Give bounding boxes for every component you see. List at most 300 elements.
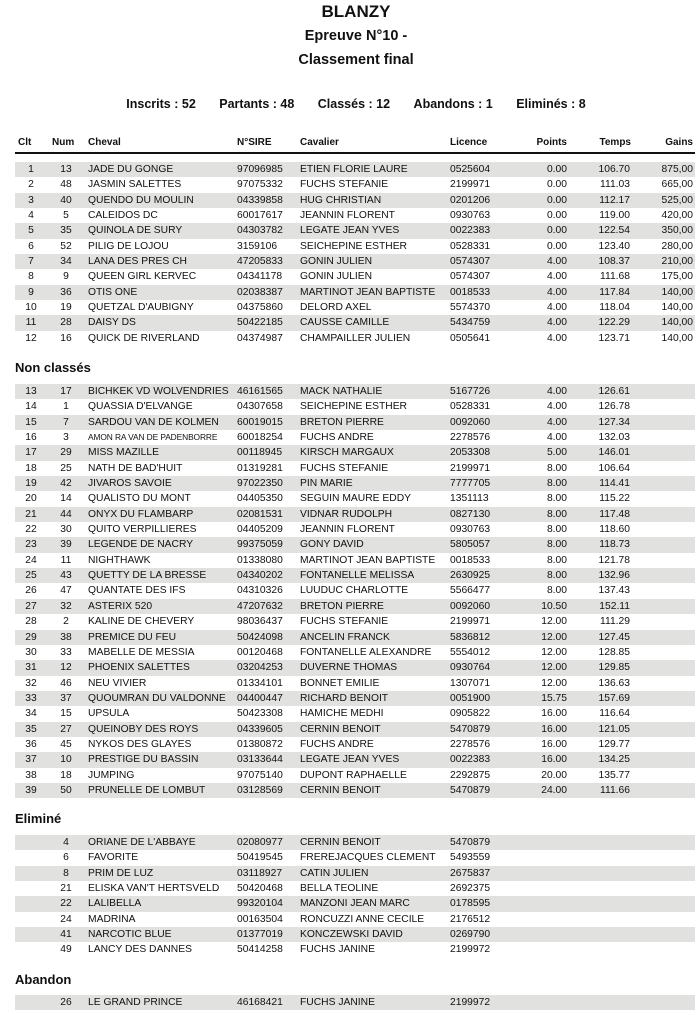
- cell-cheval: JADE DU GONGE: [88, 164, 174, 175]
- cell-clt: 21: [25, 508, 37, 520]
- cell-licence: 5470879: [450, 837, 491, 848]
- cell-cheval: QUANTATE DES IFS: [88, 585, 186, 597]
- table-row: [15, 942, 695, 957]
- cell-num: 39: [60, 539, 72, 551]
- cell-sire: 50419545: [237, 852, 283, 864]
- cell-licence: 7777705: [450, 478, 491, 490]
- cell-clt: 10: [25, 302, 37, 314]
- cell-sire: 99375059: [237, 539, 283, 551]
- cell-clt: 18: [25, 462, 37, 474]
- cell-points: 16.00: [541, 708, 567, 720]
- cell-num: 21: [60, 883, 72, 895]
- cell-cheval: QUEEN GIRL KERVEC: [88, 271, 197, 283]
- cell-points: 0.00: [546, 194, 567, 206]
- cell-cheval: QUALISTO DU MONT: [88, 493, 191, 505]
- cell-num: 38: [60, 631, 72, 643]
- cell-clt: 17: [25, 447, 37, 459]
- cell-clt: 35: [25, 723, 37, 735]
- table-row: [15, 995, 695, 1010]
- cell-temps: 116.64: [599, 708, 630, 720]
- table-row: [15, 522, 695, 537]
- cell-sire: 01377019: [237, 929, 283, 941]
- table-row: [15, 896, 695, 911]
- cell-clt: 6: [28, 240, 34, 252]
- table-row: [15, 630, 695, 645]
- cell-temps: 122.54: [598, 225, 630, 237]
- cell-clt: 25: [25, 570, 37, 582]
- cell-licence: 0528331: [450, 401, 491, 413]
- cell-clt: 29: [25, 631, 37, 643]
- cell-num: 32: [60, 600, 72, 612]
- cell-cheval: JUMPING: [88, 769, 135, 781]
- table-row: [15, 430, 695, 445]
- cell-num: 13: [60, 164, 72, 175]
- cell-temps: 108.37: [598, 256, 630, 268]
- abandon-table: [15, 995, 695, 1010]
- cell-num: 37: [60, 692, 72, 704]
- cell-cheval: QUOUMRAN DU VALDONNE: [88, 692, 226, 704]
- table-row: [15, 177, 695, 192]
- cell-points: 8.00: [546, 462, 567, 474]
- cell-num: 50: [60, 784, 72, 796]
- cell-clt: 14: [25, 401, 37, 413]
- cell-points: 4.00: [546, 332, 567, 344]
- cell-clt: 16: [25, 432, 37, 444]
- cell-sire: 03118927: [237, 867, 283, 879]
- header-divider: [15, 152, 695, 154]
- cell-sire: 03204253: [237, 662, 283, 674]
- cell-temps: 129.85: [598, 662, 630, 674]
- cell-licence: 2278576: [450, 738, 491, 750]
- cell-num: 1: [63, 401, 69, 413]
- cell-cavalier: FUCHS ANDRE: [300, 738, 374, 750]
- table-row: [15, 927, 695, 942]
- cell-cheval: KALINE DE CHEVERY: [88, 616, 195, 628]
- cell-clt: 39: [25, 784, 37, 796]
- cell-temps: 121.05: [598, 723, 630, 735]
- cell-num: 27: [60, 723, 72, 735]
- cell-cheval: FAVORITE: [88, 852, 139, 864]
- cell-cheval: PRESTIGE DU BASSIN: [88, 754, 199, 766]
- cell-licence: 2630925: [450, 570, 491, 582]
- cell-points: 0.00: [546, 179, 567, 191]
- cell-temps: 128.85: [598, 646, 630, 658]
- cell-cheval: ELISKA VAN'T HERTSVELD: [88, 883, 220, 895]
- cell-licence: 2176512: [450, 913, 491, 925]
- cell-num: 2: [63, 616, 69, 628]
- cell-gains: 525,00: [661, 194, 693, 206]
- section-elimine-title: Eliminé: [15, 811, 62, 826]
- cell-temps: 119.00: [599, 210, 630, 222]
- cell-temps: 115.22: [599, 493, 630, 505]
- cell-cheval: ASTERIX 520: [88, 600, 153, 612]
- cell-licence: 0930763: [450, 524, 491, 536]
- cell-sire: 97096985: [237, 164, 283, 175]
- cell-clt: 15: [25, 416, 37, 428]
- cell-sire: 99320104: [237, 898, 283, 910]
- cell-cheval: CALEIDOS DC: [88, 210, 158, 222]
- cell-cheval: PREMICE DU FEU: [88, 631, 177, 643]
- col-header-cheval: Cheval: [88, 137, 121, 148]
- cell-cheval: QUICK DE RIVERLAND: [88, 332, 200, 344]
- cell-licence: 2675837: [450, 867, 491, 879]
- cell-num: 30: [60, 524, 72, 536]
- cell-cheval: ONYX DU FLAMBARP: [88, 508, 194, 520]
- col-header-temps: Temps: [599, 137, 631, 148]
- cell-points: 4.00: [546, 271, 567, 283]
- stat-abandons: Abandons : 1: [413, 97, 493, 111]
- cell-points: 8.00: [546, 554, 567, 566]
- cell-cheval: QUENDO DU MOULIN: [88, 194, 194, 206]
- cell-cavalier: FUCHS ANDRE: [300, 432, 374, 444]
- cell-temps: 114.41: [599, 478, 630, 490]
- cell-gains: 350,00: [661, 225, 693, 237]
- cell-points: 4.00: [546, 386, 567, 397]
- cell-cavalier: FUCHS STEFANIE: [300, 616, 389, 628]
- cell-sire: 04339605: [237, 723, 283, 735]
- cell-clt: 8: [28, 271, 34, 283]
- cell-cavalier: ANCELIN FRANCK: [300, 631, 390, 643]
- cell-cavalier: FUCHS STEFANIE: [300, 462, 389, 474]
- cell-points: 0.00: [546, 210, 567, 222]
- cell-licence: 5554012: [450, 646, 491, 658]
- cell-licence: 2292875: [450, 769, 491, 781]
- cell-temps: 117.84: [599, 286, 630, 298]
- cell-temps: 112.17: [599, 194, 630, 206]
- cell-licence: 5470879: [450, 784, 491, 796]
- cell-gains: 420,00: [661, 210, 693, 222]
- ranked-table: [15, 162, 695, 346]
- cell-cheval: JIVAROS SAVOIE: [88, 478, 172, 490]
- cell-num: 22: [60, 898, 72, 910]
- cell-num: 19: [60, 302, 72, 314]
- cell-points: 24.00: [541, 784, 567, 796]
- cell-cheval: LE GRAND PRINCE: [88, 997, 183, 1008]
- cell-cavalier: KIRSCH MARGAUX: [300, 447, 394, 459]
- cell-licence: 5470879: [450, 723, 491, 735]
- cell-cheval: NARCOTIC BLUE: [88, 929, 172, 941]
- cell-temps: 123.71: [598, 332, 630, 344]
- table-row: [15, 691, 695, 706]
- cell-sire: 01334101: [237, 677, 283, 689]
- cell-sire: 00118945: [237, 447, 283, 459]
- cell-cavalier: FUCHS JANINE: [300, 944, 375, 956]
- cell-points: 15.75: [541, 692, 567, 704]
- table-row: [15, 866, 695, 881]
- cell-temps: 111.66: [600, 784, 630, 796]
- cell-temps: 132.03: [598, 432, 630, 444]
- col-header-sire: N°SIRE: [237, 137, 272, 148]
- cell-clt: 26: [25, 585, 37, 597]
- cell-num: 49: [60, 944, 72, 956]
- cell-sire: 02081531: [237, 508, 283, 520]
- cell-clt: 34: [25, 708, 37, 720]
- cell-num: 16: [60, 332, 72, 344]
- cell-points: 8.00: [546, 508, 567, 520]
- table-row: [15, 315, 695, 330]
- cell-clt: 24: [25, 554, 37, 566]
- cell-cheval: QUITO VERPILLIERES: [88, 524, 197, 536]
- table-row: [15, 568, 695, 583]
- table-row: [15, 208, 695, 223]
- cell-num: 6: [63, 852, 69, 864]
- cell-cheval: QUASSIA D'ELVANGE: [88, 401, 193, 413]
- cell-cheval: NEU VIVIER: [88, 677, 147, 689]
- cell-licence: 5493559: [450, 852, 491, 864]
- cell-licence: 0092060: [450, 600, 491, 612]
- cell-cavalier: CERNIN BENOIT: [300, 784, 381, 796]
- cell-cheval: PRIM DE LUZ: [88, 867, 154, 879]
- cell-clt: 7: [28, 256, 34, 268]
- cell-temps: 132.96: [598, 570, 630, 582]
- cell-cavalier: SEICHEPINE ESTHER: [300, 240, 407, 252]
- cell-clt: 28: [25, 616, 37, 628]
- cell-num: 14: [60, 493, 72, 505]
- cell-licence: 5805057: [450, 539, 491, 551]
- cell-points: 4.00: [546, 286, 567, 298]
- cell-points: 4.00: [546, 401, 567, 413]
- cell-cavalier: SEICHEPINE ESTHER: [300, 401, 407, 413]
- cell-cheval: QUEINOBY DES ROYS: [88, 723, 199, 735]
- cell-clt: 5: [28, 225, 34, 237]
- cell-num: 5: [63, 210, 69, 222]
- section-abandon-title: Abandon: [15, 972, 72, 987]
- cell-clt: 31: [25, 662, 37, 674]
- table-row: [15, 331, 695, 346]
- cell-cavalier: BONNET EMILIE: [300, 677, 380, 689]
- cell-sire: 03128569: [237, 784, 283, 796]
- cell-points: 16.00: [541, 754, 567, 766]
- cell-clt: 2: [28, 179, 34, 191]
- cell-clt: 20: [25, 493, 37, 505]
- cell-cheval: ORIANE DE L'ABBAYE: [88, 837, 196, 848]
- cell-points: 5.00: [546, 447, 567, 459]
- cell-sire: 03133644: [237, 754, 283, 766]
- cell-temps: 123.40: [598, 240, 630, 252]
- cell-points: 0.00: [546, 225, 567, 237]
- cell-num: 24: [60, 913, 72, 925]
- cell-cavalier: RICHARD BENOIT: [300, 692, 389, 704]
- cell-cheval: NATH DE BAD'HUIT: [88, 462, 183, 474]
- cell-points: 10.50: [541, 600, 567, 612]
- cell-licence: 0018533: [450, 554, 491, 566]
- cell-sire: 97075140: [237, 769, 283, 781]
- cell-cheval: LANA DES PRES CH: [88, 256, 187, 268]
- cell-points: 8.00: [546, 570, 567, 582]
- cell-licence: 1351113: [450, 493, 489, 505]
- cell-cheval: DAISY DS: [88, 317, 136, 329]
- cell-clt: 37: [25, 754, 37, 766]
- cell-gains: 140,00: [661, 286, 693, 298]
- cell-licence: 5574370: [450, 302, 491, 314]
- cell-licence: 0905822: [450, 708, 491, 720]
- cell-cavalier: HUG CHRISTIAN: [300, 194, 382, 206]
- cell-cavalier: MARTINOT JEAN BAPTISTE: [300, 286, 436, 298]
- cell-num: 18: [60, 769, 72, 781]
- cell-cavalier: FONTANELLE MELISSA: [300, 570, 415, 582]
- cell-licence: 5434759: [450, 317, 491, 329]
- cell-points: 12.00: [541, 616, 567, 628]
- cell-licence: 2053308: [450, 447, 491, 459]
- cell-points: 8.00: [546, 524, 567, 536]
- cell-licence: 0574307: [450, 256, 491, 268]
- cell-cavalier: SEGUIN MAURE EDDY: [300, 493, 411, 505]
- table-row: [15, 850, 695, 865]
- table-row: [15, 193, 695, 208]
- cell-licence: 2199971: [450, 179, 491, 191]
- col-header-licence: Licence: [450, 137, 488, 148]
- stat-inscrits: Inscrits : 52: [126, 97, 196, 111]
- cell-temps: 136.63: [598, 677, 630, 689]
- cell-sire: 04405350: [237, 493, 283, 505]
- cell-sire: 50414258: [237, 944, 283, 956]
- cell-cheval: MISS MAZILLE: [88, 447, 159, 459]
- cell-licence: 0022383: [450, 754, 491, 766]
- cell-temps: 126.78: [598, 401, 630, 413]
- cell-cavalier: DUVERNE THOMAS: [300, 662, 398, 674]
- cell-cavalier: CHAMPAILLER JULIEN: [300, 332, 411, 344]
- table-row: [15, 476, 695, 491]
- cell-licence: 5836812: [450, 631, 491, 643]
- cell-cavalier: ETIEN FLORIE LAURE: [300, 164, 408, 175]
- table-row: [15, 645, 695, 660]
- cell-cheval: LALIBELLA: [88, 898, 142, 910]
- table-row: [15, 537, 695, 552]
- cell-clt: 22: [25, 524, 37, 536]
- cell-num: 26: [60, 997, 72, 1008]
- cell-clt: 27: [25, 600, 37, 612]
- cell-sire: 04339858: [237, 194, 283, 206]
- cell-temps: 106.70: [598, 164, 630, 175]
- cell-cavalier: PIN MARIE: [300, 478, 353, 490]
- cell-temps: 134.25: [598, 754, 630, 766]
- cell-cavalier: CATIN JULIEN: [300, 867, 369, 879]
- cell-licence: 0930764: [450, 662, 491, 674]
- cell-cheval: NIGHTHAWK: [88, 554, 151, 566]
- cell-licence: 2199972: [450, 944, 491, 956]
- cell-temps: 111.29: [600, 616, 630, 628]
- cell-licence: 0505641: [450, 332, 491, 344]
- cell-cavalier: JEANNIN FLORENT: [300, 524, 395, 536]
- cell-num: 28: [60, 317, 72, 329]
- cell-licence: 0018533: [450, 286, 491, 298]
- cell-num: 3: [63, 432, 69, 444]
- section-non-classes-title: Non classés: [15, 360, 91, 375]
- cell-temps: 127.34: [598, 416, 630, 428]
- cell-licence: 5566477: [450, 585, 491, 597]
- cell-num: 8: [63, 867, 69, 879]
- cell-cavalier: BELLA TEOLINE: [300, 883, 379, 895]
- cell-clt: 13: [25, 386, 37, 397]
- table-row: [15, 445, 695, 460]
- cell-temps: 129.77: [598, 738, 630, 750]
- cell-cavalier: DUPONT RAPHAELLE: [300, 769, 407, 781]
- venue-title: BLANZY: [321, 2, 391, 21]
- cell-cavalier: MANZONI JEAN MARC: [300, 898, 410, 910]
- cell-cavalier: GONIN JULIEN: [300, 271, 373, 283]
- table-row: [15, 752, 695, 767]
- cell-gains: 665,00: [661, 179, 693, 191]
- cell-cheval: BICHKEK VD WOLVENDRIES: [88, 386, 229, 397]
- cell-sire: 60019015: [237, 416, 283, 428]
- table-header: [15, 137, 695, 151]
- cell-points: 8.00: [546, 493, 567, 505]
- cell-cavalier: MARTINOT JEAN BAPTISTE: [300, 554, 436, 566]
- cell-sire: 04375860: [237, 302, 283, 314]
- cell-temps: 157.69: [598, 692, 630, 704]
- cell-cheval: MABELLE DE MESSIA: [88, 646, 195, 658]
- cell-gains: 140,00: [661, 332, 693, 344]
- table-row: [15, 737, 695, 752]
- cell-points: 12.00: [541, 646, 567, 658]
- table-row: [15, 223, 695, 238]
- cell-cheval: QUETZAL D'AUBIGNY: [88, 302, 194, 314]
- table-row: [15, 660, 695, 675]
- cell-num: 33: [60, 646, 72, 658]
- cell-sire: 47207632: [237, 600, 283, 612]
- cell-temps: 111.68: [600, 271, 630, 283]
- cell-points: 4.00: [546, 317, 567, 329]
- cell-sire: 00163504: [237, 913, 283, 925]
- cell-licence: 0827130: [450, 508, 491, 520]
- cell-licence: 0269790: [450, 929, 491, 941]
- table-row: [15, 399, 695, 414]
- table-row: [15, 722, 695, 737]
- cell-clt: 9: [28, 286, 34, 298]
- table-row: [15, 461, 695, 476]
- cell-num: 42: [60, 478, 72, 490]
- cell-points: 12.00: [541, 662, 567, 674]
- cell-num: 40: [60, 194, 72, 206]
- cell-licence: 0574307: [450, 271, 491, 283]
- table-row: [15, 300, 695, 315]
- cell-cavalier: LUUDUC CHARLOTTE: [300, 585, 409, 597]
- cell-temps: 137.43: [598, 585, 630, 597]
- table-row: [15, 491, 695, 506]
- cell-points: 0.00: [546, 164, 567, 175]
- cell-cheval: PHOENIX SALETTES: [88, 662, 190, 674]
- cell-sire: 97022350: [237, 478, 283, 490]
- cell-cavalier: RONCUZZI ANNE CECILE: [300, 913, 425, 925]
- cell-temps: 127.45: [598, 631, 630, 643]
- cell-num: 36: [60, 286, 72, 298]
- cell-sire: 50423308: [237, 708, 283, 720]
- table-row: [15, 583, 695, 598]
- cell-cheval: SARDOU VAN DE KOLMEN: [88, 416, 219, 428]
- cell-licence: 2199972: [450, 997, 491, 1008]
- cell-sire: 46168421: [237, 997, 283, 1008]
- cell-points: 4.00: [546, 416, 567, 428]
- cell-sire: 3159106: [237, 240, 278, 252]
- cell-points: 0.00: [546, 240, 567, 252]
- cell-num: 47: [60, 585, 72, 597]
- cell-cavalier: HAMICHE MEDHI: [300, 708, 384, 720]
- cell-temps: 106.64: [598, 462, 630, 474]
- col-header-num: Num: [52, 137, 75, 148]
- cell-num: 44: [60, 508, 72, 520]
- cell-sire: 02038387: [237, 286, 283, 298]
- cell-num: 25: [60, 462, 72, 474]
- cell-clt: 12: [25, 332, 37, 344]
- cell-sire: 04374987: [237, 332, 283, 344]
- col-header-points: Points: [536, 137, 567, 148]
- stat-partants: Partants : 48: [219, 97, 295, 111]
- cell-cavalier: LEGATE JEAN YVES: [300, 754, 400, 766]
- cell-cavalier: MACK NATHALIE: [300, 386, 383, 397]
- table-row: [15, 768, 695, 783]
- cell-sire: 50420468: [237, 883, 283, 895]
- cell-num: 34: [60, 256, 72, 268]
